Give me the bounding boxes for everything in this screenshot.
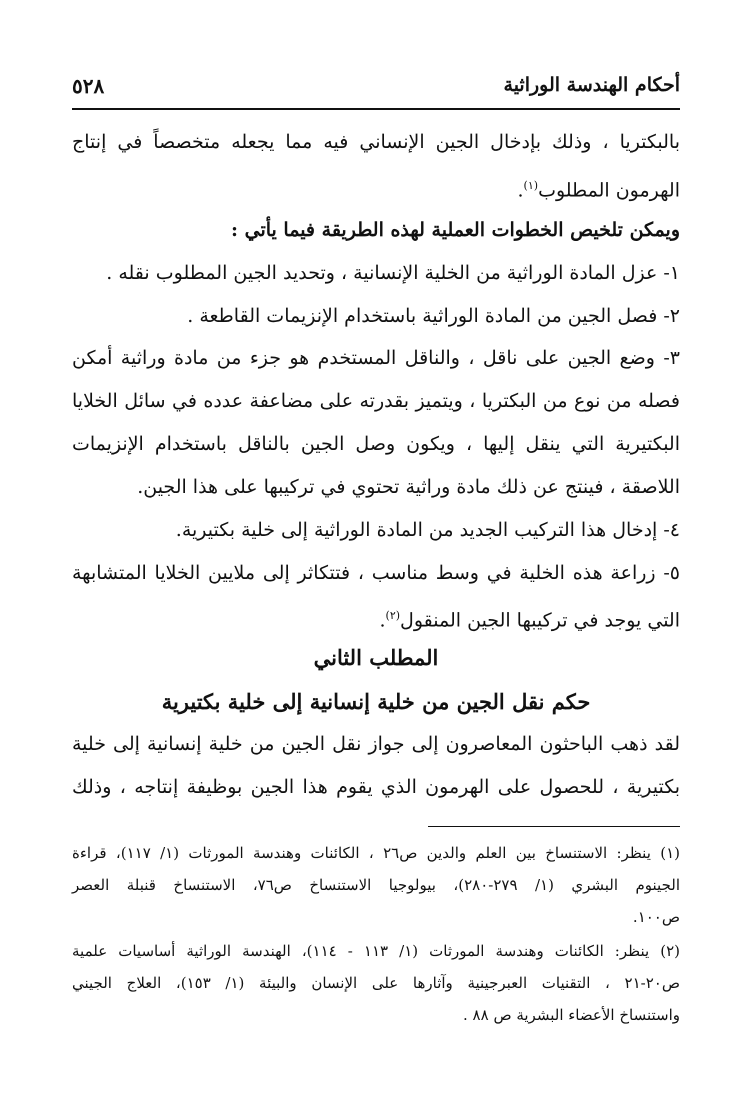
paragraph-text: الهرمون المطلوب xyxy=(538,179,680,202)
paragraph-line: بالبكتريا ، وذلك بإدخال الجين الإنساني فيه مما يجعله متخصصاً في إنتاج xyxy=(72,131,680,153)
footnote-marker: (٢) xyxy=(385,609,401,622)
step-3-line: فصله من نوع من البكتريا ، ويتميز بقدرته على مضاعفة عدده في سائل الخلايا xyxy=(72,390,680,412)
footnote-2-line: ص٢٠-٢١ ، التقنيات العبرجينية وآثارها على الإنسان والبيئة (١/ ١٥٣)، العلاج الجيني xyxy=(72,974,680,992)
step-3-line: البكتيرية التي ينقل إليها ، ويكون وصل الجين بالناقل باستخدام الإنزيمات xyxy=(72,433,680,455)
footnote-2-line: (٢) ينظر: الكائنات وهندسة المورثات (١/ ١١٣ - ١١٤)، الهندسة الوراثية أساسيات علمية xyxy=(72,942,680,960)
section-subheading: حكم نقل الجين من خلية إنسانية إلى خلية بكتيرية xyxy=(161,689,591,714)
footnote-marker: (١) xyxy=(523,179,539,192)
step-3-line: ٣- وضع الجين على ناقل ، والناقل المستخدم هو جزء من مادة وراثية أمكن xyxy=(72,347,680,369)
running-title: أحكام الهندسة الوراثية xyxy=(503,74,680,96)
running-header xyxy=(72,74,680,100)
step-2: ٢- فصل الجين من المادة الوراثية باستخدام الإنزيمات القاطعة . xyxy=(187,305,680,327)
step-1: ١- عزل المادة الوراثية من الخلية الإنسانية ، وتحديد الجين المطلوب نقله . xyxy=(106,262,680,284)
footnote-rule xyxy=(428,826,680,827)
step-3-line: اللاصقة ، فينتج عن ذلك مادة وراثية تحتوي في تركيبها على هذا الجين. xyxy=(137,476,680,498)
step-5-line: ٥- زراعة هذه الخلية في وسط مناسب ، فتتكاثر إلى ملايين الخلايا المتشابهة xyxy=(72,562,680,584)
step-5-end: . xyxy=(379,609,386,632)
step-5-text: التي يوجد في تركيبها الجين المنقول xyxy=(400,609,680,632)
page-number: ٥٢٨ xyxy=(72,74,105,98)
paragraph-line: لقد ذهب الباحثون المعاصرون إلى جواز نقل الجين من خلية إنسانية إلى خلية xyxy=(72,733,680,755)
header-rule xyxy=(72,108,680,110)
step-5-line xyxy=(72,600,680,636)
footnote-2-line: واستنساخ الأعضاء البشرية ص ٨٨ . xyxy=(463,1006,680,1024)
footnote-1-line: ص١٠٠. xyxy=(632,908,680,926)
paragraph-line: بكتيرية ، للحصول على الهرمون الذي يقوم هذا الجين بوظيفة إنتاجه ، وذلك xyxy=(72,776,680,798)
step-4: ٤- إدخال هذا التركيب الجديد من المادة الوراثية إلى خلية بكتيرية. xyxy=(175,519,680,541)
section-heading: المطلب الثاني xyxy=(313,645,439,670)
footnote-1-line: (١) ينظر: الاستنساخ بين العلم والدين ص٢٦ ، الكائنات وهندسة المورثات (١/ ١١٧)، قراءة xyxy=(72,844,681,862)
steps-intro: ويمكن تلخيص الخطوات العملية لهذه الطريقة فيما يأتي : xyxy=(230,219,680,241)
paragraph-line xyxy=(72,170,680,206)
footnote-1-line: الجينوم البشري (١/ ٢٧٩-٢٨٠)، بيولوجيا الاستنساخ ص٧٦، الاستنساخ قنبلة العصر xyxy=(72,876,680,894)
paragraph-end: . xyxy=(517,179,524,202)
